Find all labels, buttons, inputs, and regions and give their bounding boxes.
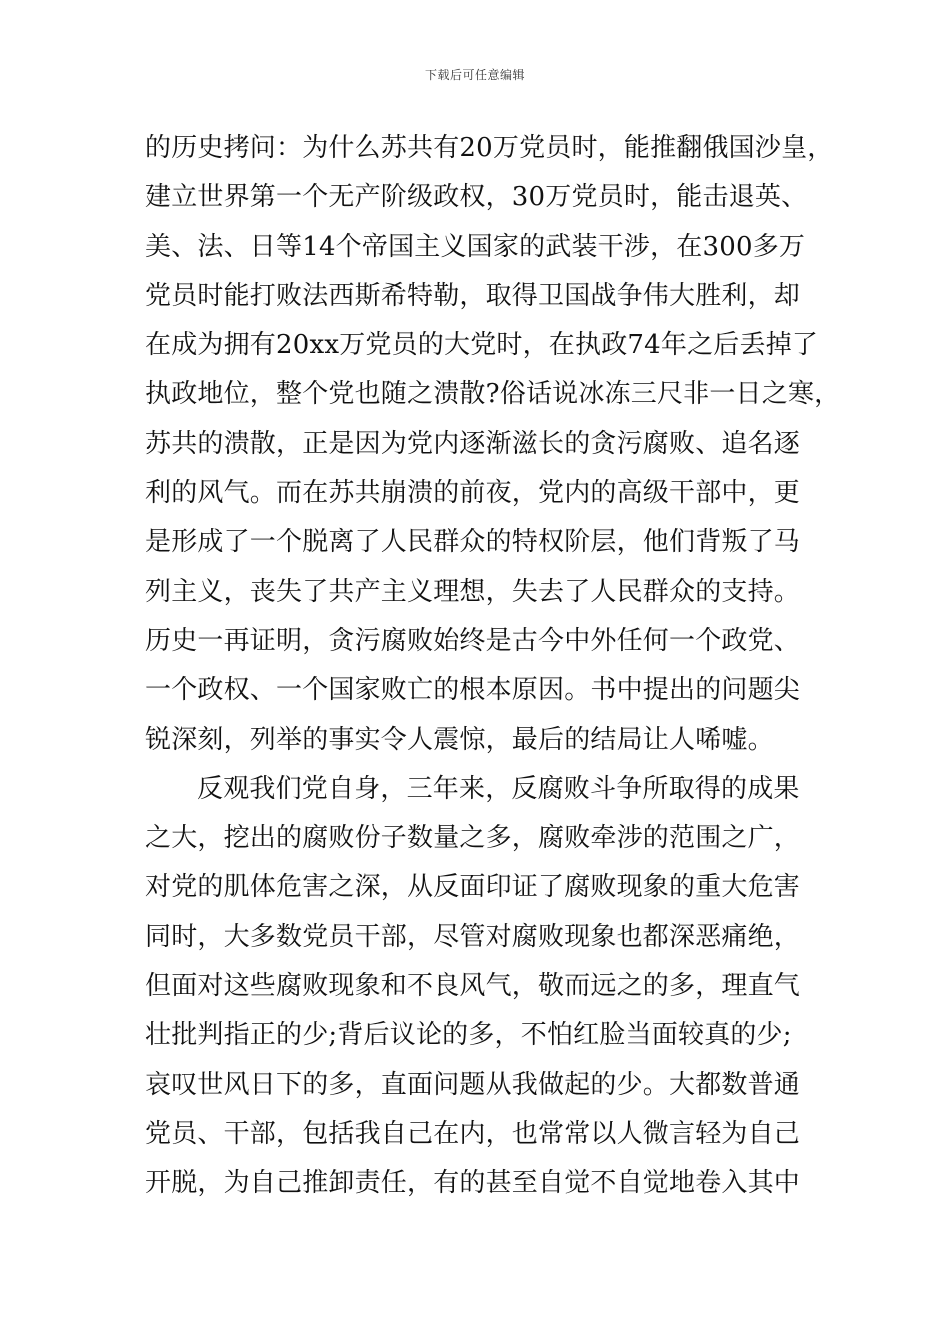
text-line: 一个政权、一个国家败亡的根本原因。书中提出的问题尖	[145, 675, 801, 706]
text-line: 之大，挖出的腐败份子数量之多，腐败牵涉的范围之广，	[145, 823, 801, 854]
body-text	[145, 124, 841, 1209]
page-header: 下载后可任意编辑	[424, 68, 525, 82]
text-line: 利的风气。而在苏共崩溃的前夜，党内的高级干部中，更	[145, 478, 801, 509]
text-line: 苏共的溃散，正是因为党内逐渐滋长的贪污腐败、追名逐	[145, 428, 801, 459]
text-line: 党员、干部，包括我自己在内，也常常以人微言轻为自己	[145, 1118, 801, 1149]
text-line: 锐深刻，列举的事实令人震惊，最后的结局让人唏嘘。	[145, 724, 774, 755]
text-line: 壮批判指正的少;背后议论的多，不怕红脸当面较真的少;	[145, 1020, 792, 1051]
text-line-indented: 反观我们党自身，三年来，反腐败斗争所取得的成果	[197, 773, 800, 804]
text-line: 党员时能打败法西斯希特勒，取得卫国战争伟大胜利，却	[145, 280, 801, 311]
text-line: 开脱，为自己推卸责任，有的甚至自觉不自觉地卷入其中	[145, 1168, 801, 1199]
text-line: 美、法、日等14个帝国主义国家的武装干涉，在300多万	[145, 231, 806, 262]
paragraph-2	[145, 765, 825, 1209]
text-line: 历史一再证明，贪污腐败始终是古今中外任何一个政党、	[145, 625, 801, 656]
text-line: 对党的肌体危害之深，从反面印证了腐败现象的重大危害	[145, 872, 801, 903]
text-line: 在成为拥有20xx万党员的大党时，在执政74年之后丢掉了	[145, 330, 819, 361]
text-line: 但面对这些腐败现象和不良风气，敬而远之的多，理直气	[145, 971, 801, 1002]
text-line: 执政地位，整个党也随之溃散?俗话说冰冻三尺非一日之寒，	[145, 379, 841, 410]
text-line: 同时，大多数党员干部，尽管对腐败现象也都深恶痛绝，	[145, 921, 801, 952]
text-line: 列主义，丧失了共产主义理想，失去了人民群众的支持。	[145, 576, 801, 607]
text-line: 建立世界第一个无产阶级政权，30万党员时，能击退英、	[145, 182, 808, 213]
text-line: 的历史拷问：为什么苏共有20万党员时，能推翻俄国沙皇，	[145, 133, 834, 163]
text-line: 哀叹世风日下的多，直面问题从我做起的少。大都数普通	[145, 1069, 801, 1100]
text-line: 是形成了一个脱离了人民群众的特权阶层，他们背叛了马	[145, 527, 801, 558]
paragraph-1	[145, 124, 841, 765]
